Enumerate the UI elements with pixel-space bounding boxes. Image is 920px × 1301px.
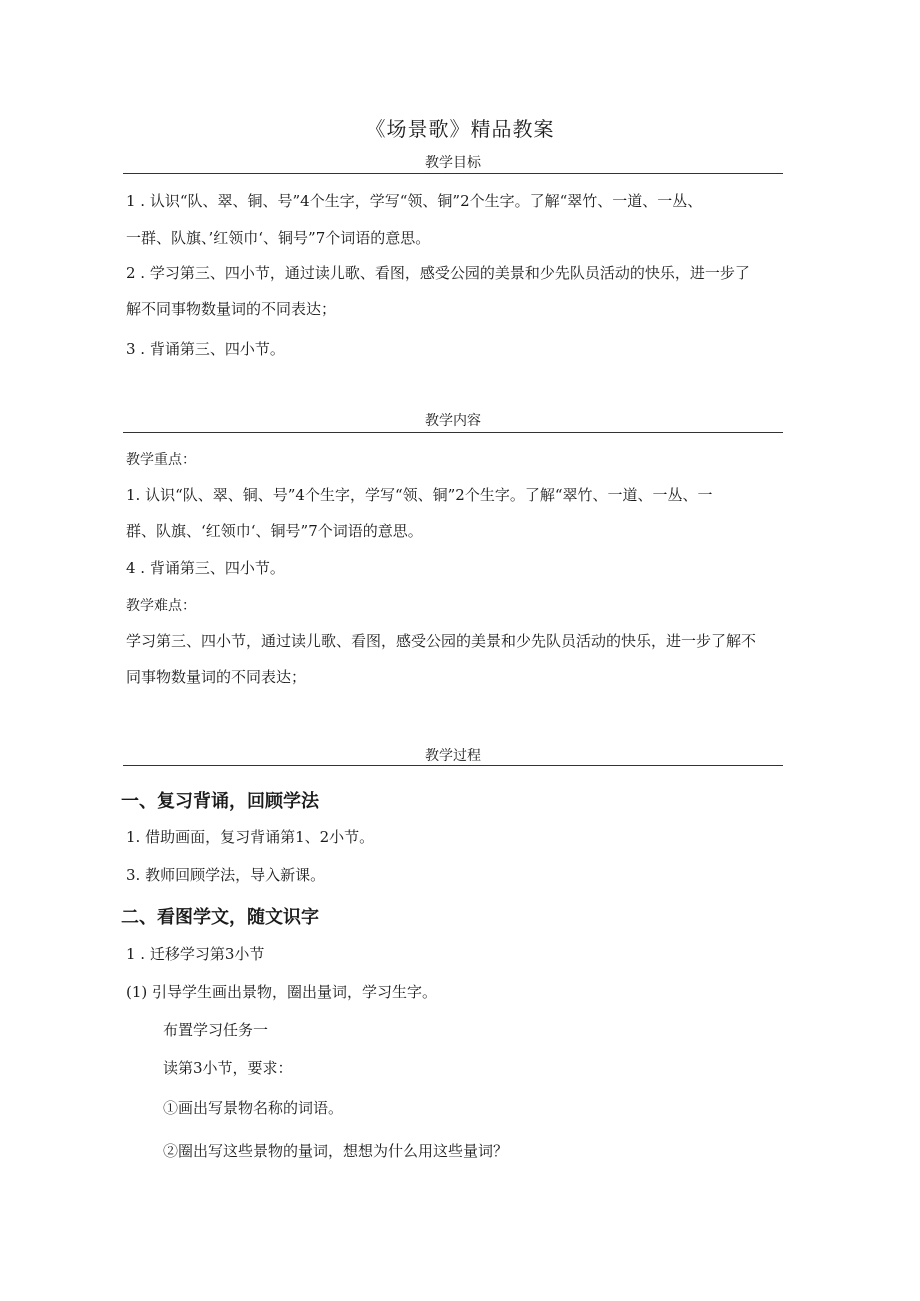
objective-line: 解不同事物数量词的不同表达； bbox=[126, 300, 337, 318]
section-heading-process: 教学过程 bbox=[425, 748, 481, 764]
task-line: ②圈出写这些景物的量词，想想为什么用这些量词？ bbox=[163, 1142, 509, 1160]
content-line: 教学重点： bbox=[126, 452, 196, 468]
objective-line: 1 . 认识“队、翠、铜、号”4个生字，学写“领、铜”2个生字。了解“翠竹、一道、一丛、 bbox=[126, 192, 703, 210]
process-line: 3. 教师回顾学法，导入新课。 bbox=[126, 866, 326, 884]
section-divider bbox=[123, 765, 783, 766]
part1-title: 一、复习背诵，回顾学法 bbox=[121, 791, 319, 812]
content-line: 4 . 背诵第三、四小节。 bbox=[126, 559, 285, 577]
process-line: (1) 引导学生画出景物，圈出量词，学习生字。 bbox=[126, 983, 438, 1001]
task-line: ①画出写景物名称的词语。 bbox=[163, 1099, 344, 1117]
part2-title: 二、看图学文，随文识字 bbox=[121, 907, 319, 928]
document-title: 《场景歌》精品教案 bbox=[365, 117, 555, 141]
section-divider bbox=[123, 432, 783, 433]
section-divider bbox=[123, 173, 783, 174]
objective-line: 3 . 背诵第三、四小节。 bbox=[126, 340, 285, 358]
objective-line: 2 . 学习第三、四小节，通过读儿歌、看图，感受公园的美景和少先队员活动的快乐，进一步了 bbox=[126, 264, 750, 282]
section-heading-content: 教学内容 bbox=[425, 413, 481, 429]
process-line: 1 . 迁移学习第3小节 bbox=[126, 945, 265, 963]
task-line: 读第3小节，要求： bbox=[163, 1059, 293, 1077]
content-line: 同事物数量词的不同表达； bbox=[126, 668, 307, 686]
process-line: 1. 借助画面，复习背诵第1、2小节。 bbox=[126, 828, 375, 846]
content-line: 教学难点： bbox=[126, 598, 196, 614]
task-line: 布置学习任务一 bbox=[163, 1021, 269, 1039]
content-line: 1. 认识“队、翠、铜、号”4个生字，学写“领、铜”2个生字。了解“翠竹、一道、一丛、一 bbox=[126, 486, 713, 504]
section-heading-objectives: 教学目标 bbox=[425, 155, 481, 171]
content-line: 学习第三、四小节，通过读儿歌、看图，感受公园的美景和少先队员活动的快乐，进一步了解不 bbox=[126, 632, 757, 650]
objective-line: 一群、队旗、’红领巾‘、铜号”7个词语的意思。 bbox=[126, 229, 431, 247]
content-line: 群、队旗、‘红领巾‘、铜号”7个词语的意思。 bbox=[126, 522, 423, 540]
